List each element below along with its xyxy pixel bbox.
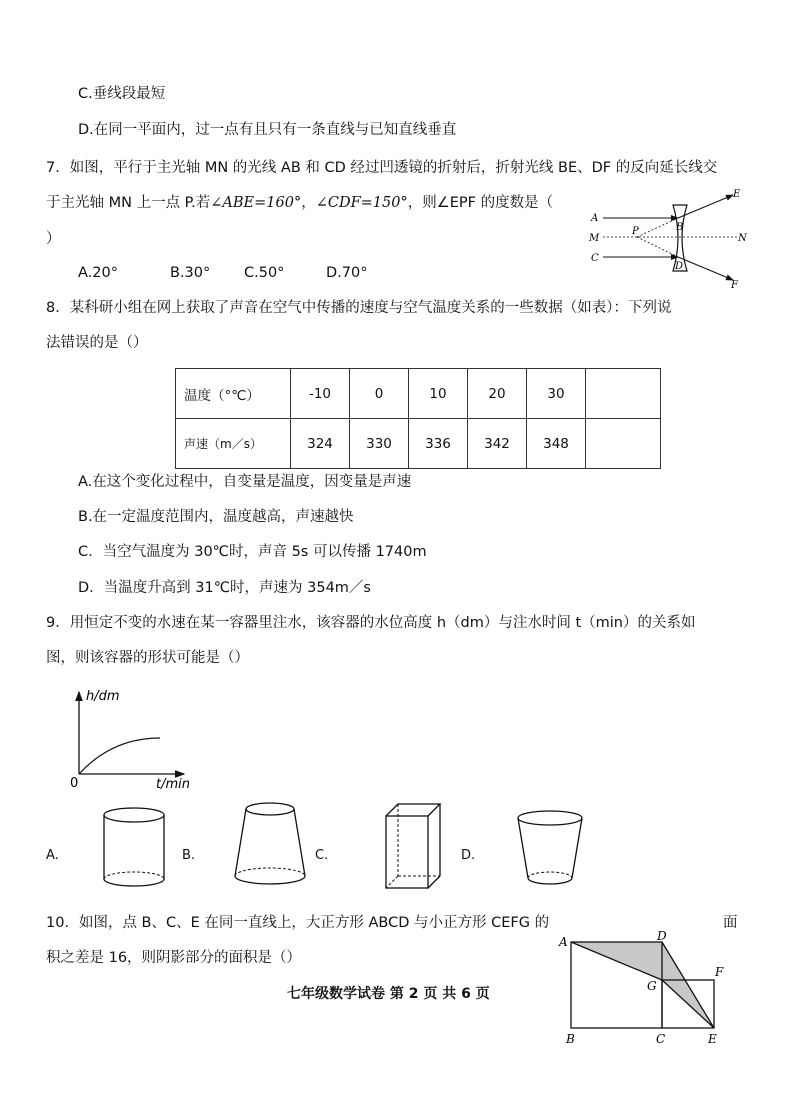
table-cell: -10 <box>291 369 350 419</box>
q7-sep: ， <box>301 195 316 211</box>
q9-stem-line1: 9．用恒定不变的水速在某一容器里注水，该容器的水位高度 h（dm）与注水时间 t（min）的关系如 <box>46 615 696 631</box>
q6-option-c: C.垂线段最短 <box>78 86 166 102</box>
speed-temperature-table <box>175 368 661 469</box>
table-cell: 342 <box>468 419 527 469</box>
q7-option-b: B.30° <box>170 265 211 281</box>
q7-lens-figure <box>585 185 750 290</box>
q7-stem-line1: 7．如图，平行于主光轴 MN 的光线 AB 和 CD 经过凹透镜的折射后，折射光线 BE、DF 的反向延长线交 <box>46 160 718 176</box>
table-cell-empty <box>586 419 661 469</box>
q7-option-c: C.50° <box>244 265 285 281</box>
table-cell: 20 <box>468 369 527 419</box>
label-b: B <box>676 222 684 233</box>
q6-option-d: D.在同一平面内，过一点有且只有一条直线与已知直线垂直 <box>78 122 457 138</box>
label-e: E <box>708 1032 717 1046</box>
label-d: D <box>657 929 667 943</box>
table-cell: 10 <box>409 369 468 419</box>
q9-stem-line2: 图，则该容器的形状可能是（） <box>46 650 249 666</box>
table-cell: 324 <box>291 419 350 469</box>
q7-angle-cdf: ∠CDF=150° <box>315 195 408 211</box>
table-cell: 30 <box>527 369 586 419</box>
origin-label: 0 <box>70 776 79 791</box>
x-axis-label: t/min <box>156 777 190 792</box>
q7-stem-line2-b: ，则∠EPF 的度数是（ <box>407 195 554 211</box>
q10-stem-line1-end: 面 <box>723 915 738 931</box>
q8-option-a: A.在这个变化过程中，自变量是温度，因变量是声速 <box>78 474 412 490</box>
label-p: P <box>632 226 639 237</box>
q8-stem-line1: 8．某科研小组在网上获取了声音在空气中传播的速度与空气温度关系的一些数据（如表）：下列说 <box>46 300 672 316</box>
growth-curve <box>79 738 160 774</box>
page-footer: 七年级数学试卷 第 2 页 共 6 页 <box>287 986 490 1002</box>
q9-graph <box>62 686 202 796</box>
table-header-speed: 声速（m／s） <box>176 419 291 469</box>
label-f: F <box>715 965 724 979</box>
q10-squares-figure <box>555 928 735 1050</box>
q7-options <box>78 263 367 283</box>
table-row-speed <box>176 419 661 469</box>
q10-stem-line1: 10．如图，点 B、C、E 在同一直线上，大正方形 ABCD 与小正方形 CEFG 的 <box>46 915 550 931</box>
q8-stem-line2: 法错误的是（） <box>46 335 148 351</box>
q9-option-d-label: D. <box>461 848 476 863</box>
y-axis-label: h/dm <box>86 689 120 704</box>
label-b: B <box>566 1032 575 1046</box>
extension-pb <box>637 218 678 237</box>
label-d: D <box>675 261 684 272</box>
label-c: C <box>656 1032 666 1046</box>
q7-angle-abe: ∠ABE=160° <box>210 195 302 211</box>
q7-stem-line2-a: 于主光轴 MN 上一点 P.若 <box>46 195 211 211</box>
q7-option-a: A.20° <box>78 265 118 281</box>
label-m: M <box>589 233 600 244</box>
q10-stem-line2: 积之差是 16，则阴影部分的面积是（） <box>46 950 302 966</box>
table-row-temperature <box>176 369 661 419</box>
table-cell: 0 <box>350 369 409 419</box>
q9-option-c-label: C. <box>315 848 329 863</box>
label-n: N <box>738 233 747 244</box>
container-a-cylinder <box>98 805 170 891</box>
q7-stem-line2 <box>46 193 553 213</box>
container-c-cuboid <box>382 800 444 892</box>
table-cell: 348 <box>527 419 586 469</box>
extension-pd <box>637 237 678 257</box>
label-a: A <box>591 213 599 224</box>
label-c: C <box>591 253 599 264</box>
table-cell-empty <box>586 369 661 419</box>
label-e: E <box>733 189 741 200</box>
q8-option-b: B.在一定温度范围内，温度越高，声速越快 <box>78 509 354 525</box>
q7-option-d: D.70° <box>326 265 368 281</box>
container-d-frustum-wide-top <box>512 808 588 890</box>
table-header-temperature: 温度（°℃） <box>176 369 291 419</box>
table-cell: 336 <box>409 419 468 469</box>
label-a: A <box>559 935 568 949</box>
container-b-frustum-wide-bottom <box>230 800 310 890</box>
table-cell: 330 <box>350 419 409 469</box>
label-g: G <box>647 979 657 993</box>
q8-option-d: D．当温度升高到 31℃时，声速为 354m／s <box>78 580 371 596</box>
label-f: F <box>731 280 738 290</box>
q7-stem-line3: ） <box>46 231 61 247</box>
q8-option-c: C．当空气温度为 30℃时，声音 5s 可以传播 1740m <box>78 544 427 560</box>
q9-option-a-label: A. <box>46 848 59 863</box>
q9-option-b-label: B. <box>182 848 196 863</box>
